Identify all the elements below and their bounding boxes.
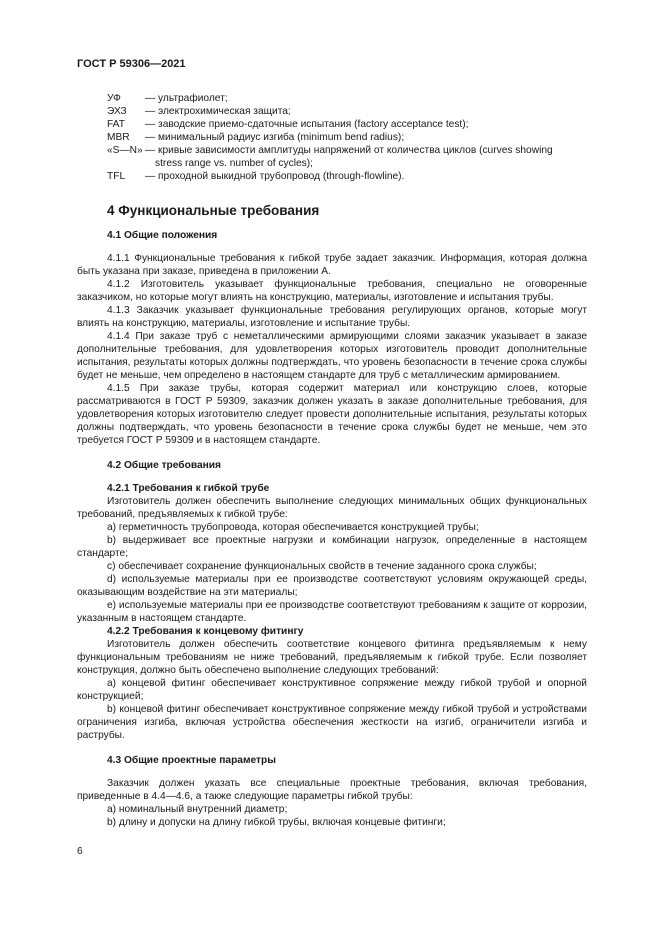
abbreviation-definition: — ультрафиолет; bbox=[145, 93, 228, 104]
abbreviation-definition: — минимальный радиус изгиба (minimum bend radius); bbox=[145, 132, 405, 143]
list-item: b) выдерживает все проектные нагрузки и комбинации нагрузок, определенные в настоящем стандарте; bbox=[77, 535, 587, 559]
list-item: a) номинальный внутренний диаметр; bbox=[107, 804, 288, 815]
abbreviation-row bbox=[107, 170, 577, 183]
abbreviation-definition: — проходной выкидной трубопровод (through-flowline). bbox=[145, 171, 405, 182]
clause-heading: 4.2.1 Требования к гибкой трубе bbox=[107, 483, 270, 494]
abbreviation-row bbox=[107, 105, 577, 118]
abbreviation-term: ЭХЗ bbox=[107, 106, 127, 117]
abbreviation-definition: — кривые зависимости амплитуды напряжений от количества циклов (curves showing stress range vs. number of cycles); bbox=[145, 145, 553, 169]
paragraph: Изготовитель должен обеспечить соответствие концевого фитинга предъявляемым к нему функциональным требованиям не ниже требований, предъявляемым к гибкой трубе. Если позволяет конструкция, должно быть обеспечено выполнение следующих требований: bbox=[77, 639, 587, 676]
document-code: ГОСТ Р 59306—2021 bbox=[77, 58, 186, 70]
list-item: a) герметичность трубопровода, которая обеспечивается конструкцией трубы; bbox=[107, 522, 479, 533]
subsection-heading: 4.1 Общие положения bbox=[107, 230, 218, 241]
abbreviation-definition: — электрохимическая защита; bbox=[145, 106, 291, 117]
paragraph: 4.1.1 Функциональные требования к гибкой трубе задает заказчик. Информация, которая должна быть указана при заказе, приведена в приложении А. bbox=[77, 253, 587, 277]
abbreviation-row bbox=[107, 131, 577, 144]
subsection-heading: 4.2 Общие требования bbox=[107, 460, 221, 471]
list-item: b) концевой фитинг обеспечивает конструктивное сопряжение между гибкой трубой и устройствами ограничения изгиба, включая устройства обеспечения жесткости на изгиб, ограничители изгиба и раструбы. bbox=[77, 704, 587, 741]
section-heading: 4 Функциональные требования bbox=[107, 203, 320, 218]
abbreviation-term: FAT bbox=[107, 119, 125, 130]
subsection-heading: 4.3 Общие проектные параметры bbox=[107, 755, 276, 766]
paragraph: Изготовитель должен обеспечить выполнение следующих минимальных общих функциональных требований, предъявляемых к гибкой трубе: bbox=[77, 496, 587, 520]
list-item: d) используемые материалы при ее производстве соответствуют условиям окружающей среды, оказывающим воздействие на эти материалы; bbox=[77, 574, 587, 598]
paragraph: 4.1.5 При заказе трубы, которая содержит материал или конструкцию слоев, которые рассматриваются в ГОСТ Р 59309, заказчик должен указать в заказе дополнительные требования, для удовлетворения которых изготовителю следует провести дополнительные испытания, результаты которых должны подтверждать, что уровень безопасности в течение срока службы будет не меньше, чем это требуется ГОСТ Р 59309 и в настоящем стандарте. bbox=[77, 383, 587, 446]
list-item: a) концевой фитинг обеспечивает конструктивное сопряжение между гибкой трубой и опорной конструкцией; bbox=[77, 678, 587, 702]
list-item: c) обеспечивает сохранение функциональных свойств в течение заданного срока службы; bbox=[107, 561, 537, 572]
abbreviation-row bbox=[107, 92, 577, 105]
abbreviation-term: MBR bbox=[107, 132, 130, 143]
abbreviation-term: УФ bbox=[107, 93, 121, 104]
list-item: e) используемые материалы при ее производстве соответствуют требованиям к защите от коррозии, указанным в настоящем стандарте. bbox=[77, 600, 587, 624]
paragraph: Заказчик должен указать все специальные проектные требования, включая требования, приведенные в 4.4—4.6, а также следующие параметры гибкой трубы: bbox=[77, 778, 587, 802]
paragraph: 4.1.3 Заказчик указывает функциональные требования регулирующих органов, которые могут влиять на конструкцию, материалы, изготовление и испытание трубы. bbox=[77, 305, 587, 329]
abbreviations-list bbox=[107, 92, 577, 183]
paragraph: 4.1.2 Изготовитель указывает функциональные требования, специально не оговоренные заказчиком, но которые могут влиять на конструкцию, материалы, изготовление и испытания трубы. bbox=[77, 279, 587, 303]
list-item: b) длину и допуски на длину гибкой трубы, включая концевые фитинги; bbox=[107, 817, 446, 828]
abbreviation-definition: — заводские приемо-сдаточные испытания (factory acceptance test); bbox=[145, 119, 469, 130]
document-body bbox=[77, 200, 587, 829]
clause-heading: 4.2.2 Требования к концевому фитингу bbox=[107, 626, 304, 637]
paragraph: 4.1.4 При заказе труб с неметаллическими армирующими слоями заказчик указывает в заказе дополнительные требования, для удовлетворения которых изготовитель проводит дополнительные испытания, результаты которых должны подтверждать, что уровень безопасности в течение срока службы будет не меньше, чем определено в настоящем стандарте для труб с металлическим армированием. bbox=[77, 331, 587, 381]
abbreviation-term: «S—N» bbox=[107, 145, 143, 156]
abbreviation-row bbox=[107, 118, 577, 131]
abbreviation-term: TFL bbox=[107, 171, 126, 182]
abbreviation-row bbox=[107, 144, 577, 170]
page-number: 6 bbox=[77, 846, 83, 857]
